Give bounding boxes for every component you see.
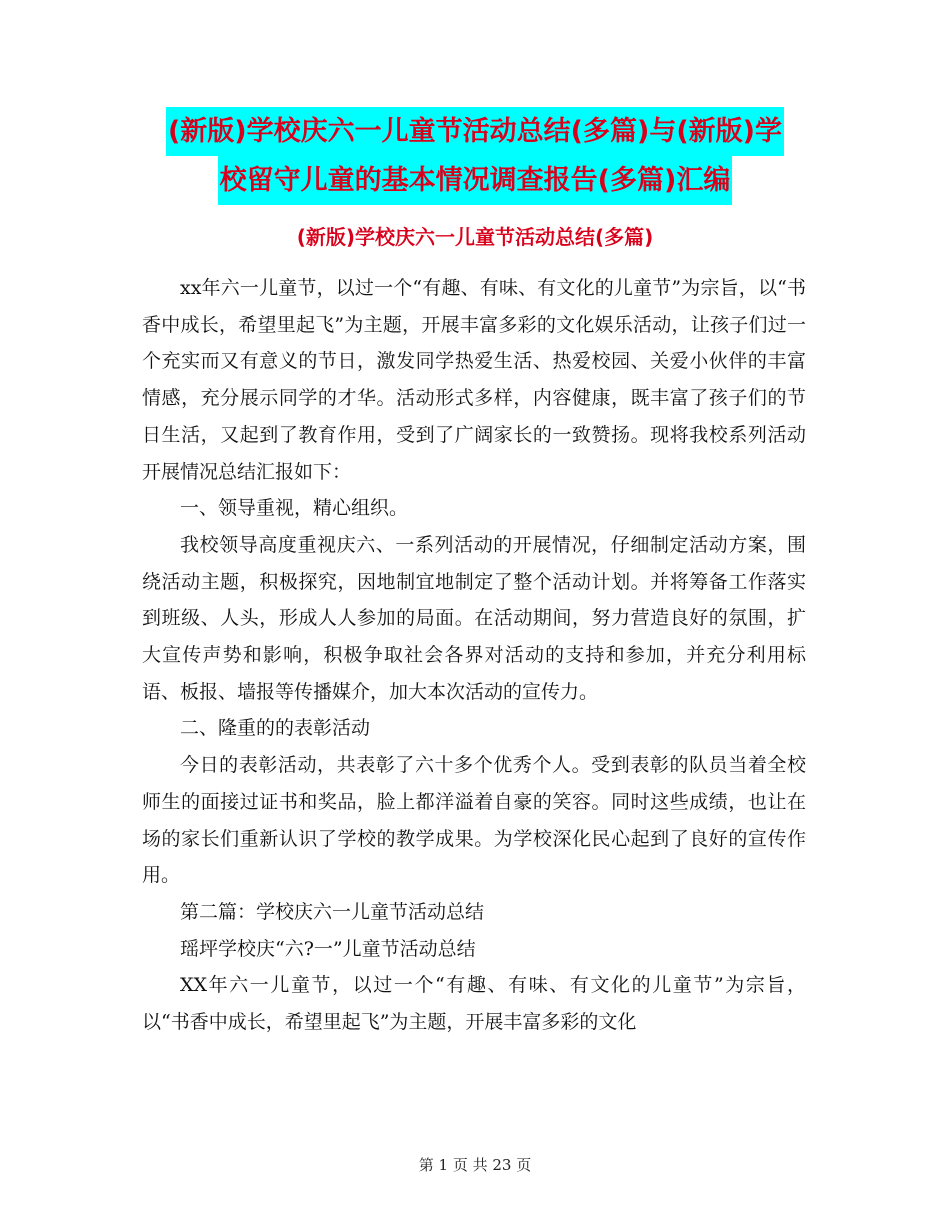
paragraph-intro-repeat: XX年六一儿童节，以过一个“有趣、有味、有文化的儿童节”为宗旨，以“书香中成长，希望里起飞”为主题，开展丰富多彩的文化 — [142, 974, 806, 1034]
document-body — [142, 270, 806, 1041]
section-heading: (新版)学校庆六一儿童节活动总结(多篇) — [296, 225, 654, 249]
paragraph-part-two-heading: 第二篇：学校庆六一儿童节活动总结 — [180, 900, 485, 923]
document-title-line-1: (新版)学校庆六一儿童节活动总结(多篇)与(新版)学 — [166, 107, 784, 156]
paragraph-intro: xx年六一儿童节，以过一个“有趣、有味、有文化的儿童节”为宗旨，以“书香中成长，希望里起飞”为主题，开展丰富多彩的文化娱乐活动，让孩子们过一个充实而又有意义的节日，激发同学热爱生活、热爱校园、关爱小伙伴的丰富情感，充分展示同学的才华。活动形式多样，内容健康，既丰富了孩子们的节日生活，又起到了教育作用，受到了广阔家长的一致赞扬。现将我校系列活动开展情况总结汇报如下： — [142, 277, 806, 483]
page-footer: 第 1 页 共 23 页 — [418, 1156, 532, 1174]
paragraph-leadership: 我校领导高度重视庆六、一系列活动的开展情况，仔细制定活动方案，围绕活动主题，积极探究，因地制宜地制定了整个活动计划。并将筹备工作落实到班级、人头，形成人人参加的局面。在活动期间，努力营造良好的氛围，扩大宣传声势和影响，积极争取社会各界对活动的支持和参加，并充分利用标语、板报、墙报等传播媒介，加大本次活动的宣传力。 — [142, 533, 806, 703]
paragraph-heading-1: 一、领导重视，精心组织。 — [180, 497, 409, 520]
paragraph-school-title: 瑶坪学校庆“六?一”儿童节活动总结 — [180, 937, 476, 960]
paragraph-awards: 今日的表彰活动，共表彰了六十多个优秀个人。受到表彰的队员当着全校师生的面接过证书和奖品，脸上都洋溢着自豪的笑容。同时这些成绩，也让在场的家长们重新认识了学校的教学成果。为学校深化民心起到了良好的宣传作用。 — [142, 754, 806, 887]
document-title — [0, 107, 950, 205]
document-title-line-2: 校留守儿童的基本情况调查报告(多篇)汇编 — [218, 156, 733, 205]
paragraph-heading-2: 二、隆重的的表彰活动 — [180, 717, 371, 740]
